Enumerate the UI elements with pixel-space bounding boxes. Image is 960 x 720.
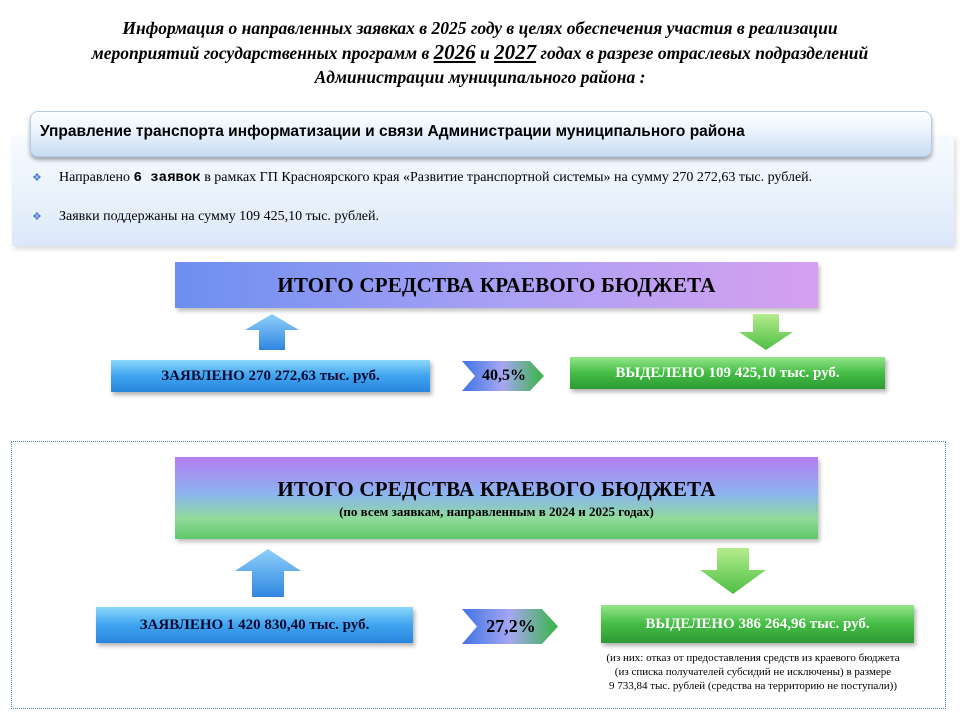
- total-title: ИТОГО СРЕДСТВА КРАЕВОГО БЮДЖЕТА: [277, 272, 716, 297]
- department-panel: ❖ Направлено 6 заявок в рамках ГП Красноярского края «Развитие транспортной системы» на сумму 270 272,63 тыс. рублей. ❖ Заявки поддержаны на сумму 109 425,10 тыс. рублей.: [12, 136, 954, 246]
- page-title-line-2: мероприятий государственных программ в 2026 и 2027 годах в разрезе отраслевых подразделений: [91, 40, 869, 64]
- total-title: ИТОГО СРЕДСТВА КРАЕВОГО БЮДЖЕТА: [277, 476, 716, 501]
- arrow-down-icon: [700, 548, 766, 594]
- diamond-bullet-icon: ❖: [32, 172, 42, 184]
- allocated-amount-box: ВЫДЕЛЕНО 109 425,10 тыс. руб.: [570, 357, 885, 389]
- claimed-amount-box: ЗАЯВЛЕНО 1 420 830,40 тыс. руб.: [96, 607, 413, 643]
- page-title-line-3: Администрации муниципального района :: [314, 67, 646, 87]
- footnote-line-3: 9 733,84 тыс. рублей (средства на территорию не поступали)): [608, 680, 898, 692]
- arrow-down-icon: [739, 314, 793, 350]
- requests-count: 6 заявок: [133, 170, 201, 186]
- year-2026: 2026: [433, 40, 476, 64]
- total-subtitle: (по всем заявкам, направленным в 2024 и 2025 годах): [339, 503, 654, 519]
- percent-value: 27,2%: [486, 616, 536, 636]
- percent-badge: [462, 361, 544, 391]
- arrow-up-icon: [235, 549, 301, 597]
- department-title: Управление транспорта информатизации и связи Администрации муниципального района: [40, 123, 745, 140]
- allocated-amount-box: ВЫДЕЛЕНО 386 264,96 тыс. руб.: [601, 605, 914, 643]
- total-regional-budget-all-box: [175, 457, 818, 539]
- claimed-amount-box: ЗАЯВЛЕНО 270 272,63 тыс. руб.: [111, 360, 430, 392]
- page-title-line-1: Информация о направленных заявках в 2025 году в целях обеспечения участия в реализации: [122, 18, 838, 38]
- page-title: [20, 16, 940, 89]
- year-2027: 2027: [494, 40, 537, 64]
- allocation-footnote: [548, 651, 958, 693]
- percent-badge: [462, 609, 558, 644]
- percent-value: 40,5%: [482, 367, 526, 384]
- diamond-bullet-icon: ❖: [32, 211, 42, 223]
- arrow-up-icon: [245, 314, 299, 350]
- total-regional-budget-box: [175, 262, 818, 308]
- footnote-line-1: (из них: отказ от предоставления средств из краевого бюджета: [606, 652, 900, 664]
- footnote-line-2: (из списка получателей субсидий не исключены) в размере: [614, 666, 892, 678]
